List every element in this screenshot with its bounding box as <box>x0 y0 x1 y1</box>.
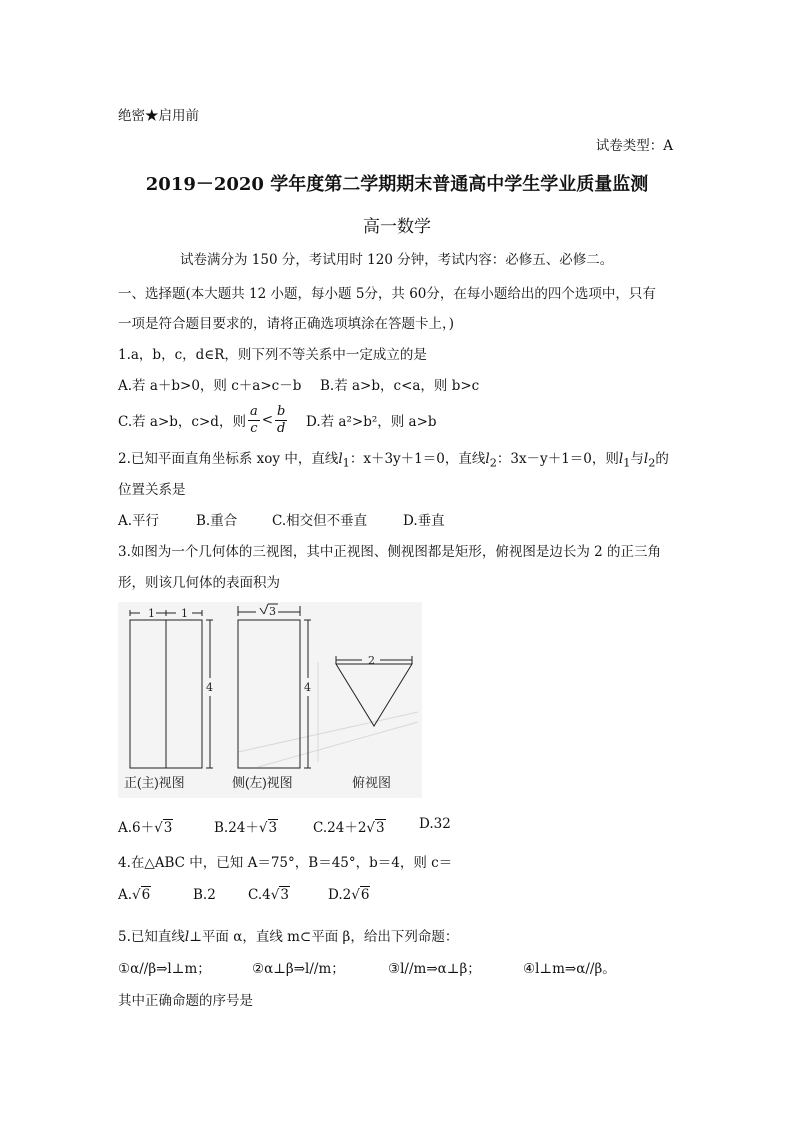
exam-subject: 高一数学 <box>363 217 431 237</box>
q5-proposition-4: ④l⊥m⇒α//β。 <box>523 961 616 977</box>
q3-stem-line1: 3.如图为一个几何体的三视图，其中正视图、侧视图都是矩形，俯视图是边长为 2 的正三角 <box>118 544 662 560</box>
radicand: 6 <box>360 887 370 903</box>
radicand: 3 <box>280 887 289 903</box>
radicand: 6 <box>141 887 151 903</box>
q2-option-d: D.垂直 <box>403 513 445 529</box>
option-text: C.24＋2 <box>313 820 367 836</box>
section-heading-line1: 一、选择题(本大题共 12 小题，每小题 5分，共 60分，在每小题给出的四个选项中，只有 <box>118 286 656 302</box>
three-view-figure <box>118 602 422 798</box>
q5-proposition-3: ③l//m⇒α⊥β； <box>388 961 481 977</box>
q2-text: 的 <box>655 451 669 467</box>
less-than-sign: < <box>261 412 274 428</box>
line-symbol: l <box>485 451 490 467</box>
dim-label: 4 <box>206 681 213 694</box>
q1-stem: 1.a，b，c，d∈R，则下列不等关系中一定成立的是 <box>118 347 427 363</box>
option-text: A.6＋ <box>118 820 155 836</box>
subscript: 2 <box>648 456 656 470</box>
front-view-label: 正(主)视图 <box>124 775 185 790</box>
q1-option-d: D.若 a²>b²，则 a>b <box>306 414 437 430</box>
subscript: 1 <box>342 456 350 470</box>
q3-option-b <box>214 816 278 836</box>
q5-stem <box>118 925 458 945</box>
radicand: 3 <box>376 820 385 836</box>
option-text: A. <box>118 887 133 903</box>
q4-option-c <box>248 887 290 903</box>
q1-option-c-prefix: C.若 a>b，c>d，则 <box>118 414 246 430</box>
option-text: C.4 <box>248 887 271 903</box>
fraction-denominator: c <box>250 420 258 436</box>
q4-option-b: B.2 <box>193 887 216 903</box>
q3-option-a <box>118 816 173 836</box>
q2-option-b: B.重合 <box>196 513 238 529</box>
q5-proposition-1: ①α//β⇒l⊥m； <box>118 961 211 977</box>
fraction-a-over-c <box>248 404 260 437</box>
q2-option-a: A.平行 <box>118 513 160 529</box>
exam-title: 2019－2020 学年度第二学期期末普通高中学生学业质量监测 <box>145 174 649 195</box>
top-view-label: 俯视图 <box>352 775 392 790</box>
front-view <box>130 610 213 768</box>
q1-option-a: A.若 a＋b>0，则 c＋a>c－b <box>118 378 302 394</box>
radicand: 3 <box>268 820 278 836</box>
fraction-b-over-d <box>275 404 287 437</box>
dim-label: 2 <box>368 654 375 667</box>
dim-label: 4 <box>304 681 311 694</box>
line-symbol: l <box>338 451 343 467</box>
dim-label: 1 <box>181 607 188 620</box>
section-heading-line2: 一项是符合题目要求的，请将正确选项填涂在答题卡上，) <box>118 316 455 332</box>
side-view-label: 侧(左)视图 <box>232 775 293 790</box>
scan-background <box>238 662 418 767</box>
q4-option-d <box>328 887 370 903</box>
dim-label: 1 <box>148 607 155 620</box>
dim-label: 3 <box>269 605 276 618</box>
sqrt-symbol: √3 <box>270 887 289 903</box>
line-symbol: l <box>184 929 190 945</box>
sqrt-symbol: √3 <box>366 820 385 836</box>
q5-proposition-2: ②α⊥β⇒l//m； <box>252 961 345 977</box>
sqrt-symbol: √6 <box>132 887 151 903</box>
q3-option-c <box>313 816 386 836</box>
paper-type: 试卷类型：A <box>595 138 673 154</box>
subscript: 1 <box>623 456 631 470</box>
exam-info: 试卷满分为 150 分，考试用时 120 分钟，考试内容：必修五、必修二。 <box>180 252 614 268</box>
line-symbol: l <box>618 451 624 467</box>
three-view-drawing <box>118 602 422 798</box>
option-text: B.24＋ <box>214 820 259 836</box>
confidential-mark: 绝密★启用前 <box>118 108 199 124</box>
q2-text: ：3x－y＋1＝0，则 <box>496 451 619 467</box>
q2-stem-line2: 位置关系是 <box>118 482 186 498</box>
q4-option-a <box>118 887 151 903</box>
q3-stem-line2: 形，则该几何体的表面积为 <box>118 575 280 591</box>
sqrt-symbol: √6 <box>351 887 370 903</box>
q1-option-b: B.若 a>b，c<a，则 b>c <box>320 378 480 394</box>
q4-stem: 4.在△ABC 中，已知 A＝75°，B＝45°，b＝4，则 c＝ <box>118 855 453 871</box>
line-symbol: l <box>643 451 649 467</box>
radicand: 3 <box>163 820 173 836</box>
q2-text: 2.已知平面直角坐标系 xoy 中，直线 <box>118 451 339 467</box>
q2-text: 与 <box>630 451 644 467</box>
q2-option-c: C.相交但不垂直 <box>272 513 368 529</box>
q3-option-d: D.32 <box>419 816 451 832</box>
sqrt-symbol: √3 <box>258 820 278 836</box>
q5-text: 5.已知直线 <box>118 929 185 945</box>
q5-text: ⊥平面 α，直线 m⊂平面 β，给出下列命题： <box>189 929 459 945</box>
sqrt-symbol: √3 <box>154 820 173 836</box>
fraction-denominator: d <box>277 420 286 436</box>
fraction-numerator: b <box>277 403 286 419</box>
q2-text: ：x＋3y＋1＝0，直线 <box>349 451 486 467</box>
q2-stem-line1 <box>118 447 669 470</box>
q1-option-c <box>118 400 289 440</box>
q5-question: 其中正确命题的序号是 <box>118 993 253 1009</box>
fraction-numerator: a <box>249 403 258 419</box>
subscript: 2 <box>489 456 497 470</box>
option-text: D.2 <box>328 887 352 903</box>
